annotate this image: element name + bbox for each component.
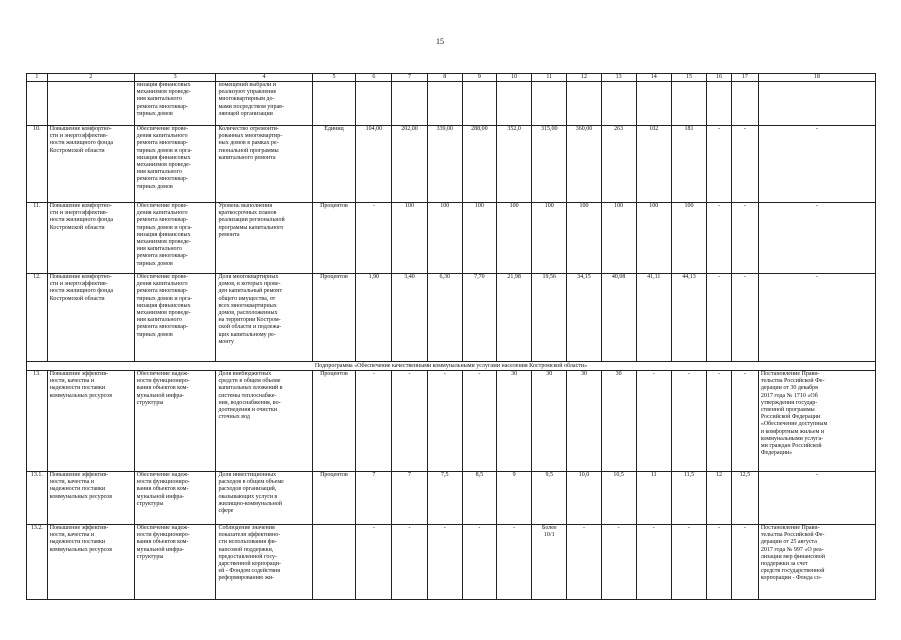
source-cell: - — [758, 203, 875, 274]
indicator-cell: Соблюдение значения показателя эффективно- сти использования фи- нансовой поддержки, предоставленной госу- дарственной корпораци- ей - Фондом содействия реформированию жи- — [216, 525, 312, 600]
value-cell: - — [462, 525, 496, 600]
goal-cell: Повышение эффектив- ности, качества и надежности поставки коммунальных ресурсов — [47, 371, 134, 472]
value-cell: 41,11 — [636, 274, 671, 362]
value-cell: 100 — [567, 203, 601, 274]
row-number: 11. — [27, 203, 48, 274]
column-number-cell: 15 — [671, 74, 706, 82]
value-cell: - — [731, 371, 758, 472]
column-number-cell: 12 — [567, 74, 601, 82]
value-cell: - — [567, 525, 601, 600]
value-cell: - — [707, 274, 732, 362]
value-cell: - — [707, 371, 732, 472]
value-cell: 7 — [392, 472, 427, 525]
source-cell: Постановление Прави- тельства Российской Фе- дерации от 25 августа 2017 года № 997 «О реа- лизации мер финансовой поддержки за счет средств государственной корпорации - Фонда со- — [758, 525, 875, 600]
table-row — [27, 203, 876, 274]
source-cell: - — [758, 472, 875, 525]
task-cell: Обеспечение надеж- ности функциониро- вания объектов ком- мунальной инфра- структуры — [134, 525, 216, 600]
value-cell: 30 — [567, 371, 601, 472]
value-cell: 10,0 — [567, 472, 601, 525]
unit-cell: Единиц — [312, 126, 355, 203]
goal-cell: Повышение комфортно- сти и энергоэффектив- ности жилищного фонда Костромской области — [47, 203, 134, 274]
column-number-cell: 17 — [731, 74, 758, 82]
column-number-row — [27, 74, 876, 82]
empty-cell — [47, 82, 134, 126]
value-cell: 12,5 — [731, 472, 758, 525]
unit-cell: Процентов — [312, 274, 355, 362]
subprogram-title: Подпрограмма «Обеспечение качественными коммунальными услугами населения Костромской области» — [27, 362, 876, 371]
empty-cell — [671, 82, 706, 126]
page-number: 15 — [436, 37, 444, 46]
value-cell: 19,56 — [532, 274, 567, 362]
value-cell: 315,00 — [532, 126, 567, 203]
table-row — [27, 126, 876, 203]
empty-cell — [758, 82, 875, 126]
indicator-cell: Доля внебюджетных средств в общем объеме капитальных вложений в системы теплоснабже- ния, водоснабжения, во- доотведения и очистки сточных вод — [216, 371, 312, 472]
value-cell: 9 — [496, 472, 531, 525]
value-cell: 202,00 — [392, 126, 427, 203]
value-cell: 104,00 — [356, 126, 392, 203]
column-number-cell: 5 — [312, 74, 355, 82]
column-number-cell: 7 — [392, 74, 427, 82]
value-cell: 100 — [427, 203, 462, 274]
empty-cell — [427, 82, 462, 126]
value-cell: 8,5 — [462, 472, 496, 525]
value-cell: - — [392, 525, 427, 600]
empty-cell — [496, 82, 531, 126]
column-number-cell: 3 — [134, 74, 216, 82]
value-cell: 30 — [496, 371, 531, 472]
source-cell: - — [758, 274, 875, 362]
column-number-cell: 16 — [707, 74, 732, 82]
value-cell: 44,13 — [671, 274, 706, 362]
value-cell: 1,90 — [356, 274, 392, 362]
value-cell: 9,5 — [532, 472, 567, 525]
value-cell: 352,0 — [496, 126, 531, 203]
indicator-cell: помещений выбрали и реализуют управление многоквартирным до- мами посредством управ- ляющей организации — [216, 82, 312, 126]
value-cell: 100 — [671, 203, 706, 274]
goal-cell: Повышение эффектив- ности, качества и надежности поставки коммунальных ресурсов — [47, 472, 134, 525]
empty-cell — [567, 82, 601, 126]
column-number-cell: 18 — [758, 74, 875, 82]
empty-cell — [27, 82, 48, 126]
value-cell: - — [462, 371, 496, 472]
goal-cell: Повышение комфортно- сти и энергоэффектив- ности жилищного фонда Костромской области — [47, 274, 134, 362]
value-cell: - — [671, 371, 706, 472]
task-cell: Обеспечение прове- дения капитального ремонта многоквар- тирных домов и орга- низация финансовых механизмов проведе- ния капитального ремонта многоквар- тирных домов — [134, 274, 216, 362]
value-cell: 30 — [601, 371, 636, 472]
value-cell: 181 — [671, 126, 706, 203]
indicator-cell: Доля инвестиционных расходов в общем объеме расходов организаций, оказывающих услуги в жилищно-коммунальной сфере — [216, 472, 312, 525]
value-cell: 100 — [532, 203, 567, 274]
empty-cell — [392, 82, 427, 126]
value-cell: 7 — [356, 472, 392, 525]
indicator-cell: Доля многоквартирных домов, в которых прове- ден капитальный ремонт общего имущества, от всех многоквартирных домов, расположенных на территории Костром- ской области и подлежа- щих капитальному ре- монту — [216, 274, 312, 362]
source-cell: Постановление Прави- тельства Российской Фе- дерации от 30 декабря 2017 года № 1710 «Об утверждении государ- ственной программы Российской Федерации «Обеспечение доступным и комфортным жильем и коммунальными услуга- ми граждан Российской Федерации» — [758, 371, 875, 472]
row-number: 10. — [27, 126, 48, 203]
value-cell: 100 — [636, 203, 671, 274]
table-row — [27, 525, 876, 600]
value-cell: 40,08 — [601, 274, 636, 362]
empty-cell — [356, 82, 392, 126]
column-number-cell: 6 — [356, 74, 392, 82]
column-number-cell: 1 — [27, 74, 48, 82]
value-cell: - — [636, 525, 671, 600]
value-cell: 339,00 — [427, 126, 462, 203]
row-number: 13. — [27, 371, 48, 472]
value-cell: 10,5 — [601, 472, 636, 525]
value-cell: - — [707, 126, 732, 203]
table-row — [27, 371, 876, 472]
value-cell: - — [707, 525, 732, 600]
value-cell: - — [601, 525, 636, 600]
column-number-cell: 9 — [462, 74, 496, 82]
goal-cell: Повышение комфортно- сти и энергоэффектив- ности жилищного фонда Костромской области — [47, 126, 134, 203]
task-cell: Обеспечение прове- дения капитального ремонта многоквар- тирных домов и орга- низация финансовых механизмов проведе- ния капитального ремонта многоквар- тирных домов — [134, 203, 216, 274]
value-cell: - — [427, 525, 462, 600]
unit-cell: Процентов — [312, 472, 355, 525]
value-cell: 34,15 — [567, 274, 601, 362]
value-cell: Более 10/1 — [532, 525, 567, 600]
value-cell: - — [356, 371, 392, 472]
value-cell: 100 — [392, 203, 427, 274]
value-cell: 100 — [496, 203, 531, 274]
value-cell: - — [731, 203, 758, 274]
value-cell: 3,40 — [392, 274, 427, 362]
empty-cell — [731, 82, 758, 126]
task-cell: Обеспечение прове- дения капитального ремонта многоквар- тирных домов и орга- низация финансовых механизмов проведе- ния капитального ремонта многоквар- тирных домов — [134, 126, 216, 203]
value-cell: 288,00 — [462, 126, 496, 203]
unit-cell: Процентов — [312, 371, 355, 472]
table-row — [27, 274, 876, 362]
unit-cell — [312, 525, 355, 600]
value-cell: 11,5 — [671, 472, 706, 525]
value-cell: - — [427, 371, 462, 472]
value-cell: - — [636, 371, 671, 472]
value-cell: 7,70 — [462, 274, 496, 362]
column-number-cell: 2 — [47, 74, 134, 82]
column-number-cell: 13 — [601, 74, 636, 82]
task-cell: Обеспечение надеж- ности функциониро- вания объектов ком- мунальной инфра- структуры — [134, 472, 216, 525]
column-number-cell: 11 — [532, 74, 567, 82]
value-cell: 100 — [462, 203, 496, 274]
unit-cell: Процентов — [312, 203, 355, 274]
row-number: 13.1. — [27, 472, 48, 525]
indicator-cell: Уровень выполнения краткосрочных планов реализации региональной программы капитального ремонта — [216, 203, 312, 274]
value-cell: - — [731, 525, 758, 600]
value-cell: 102 — [636, 126, 671, 203]
value-cell: 263 — [601, 126, 636, 203]
continuation-row — [27, 82, 876, 126]
value-cell: 30 — [532, 371, 567, 472]
value-cell: - — [731, 126, 758, 203]
empty-cell — [462, 82, 496, 126]
value-cell: - — [731, 274, 758, 362]
empty-cell — [636, 82, 671, 126]
subprogram-row — [27, 362, 876, 371]
value-cell: 21,98 — [496, 274, 531, 362]
column-number-cell: 14 — [636, 74, 671, 82]
empty-cell — [312, 82, 355, 126]
source-cell: - — [758, 126, 875, 203]
value-cell: - — [707, 203, 732, 274]
column-number-cell: 4 — [216, 74, 312, 82]
task-cell: низация финансовых механизмов проведе- ния капитального ремонта многоквар- тирных домов — [134, 82, 216, 126]
empty-cell — [601, 82, 636, 126]
value-cell: 360,00 — [567, 126, 601, 203]
empty-cell — [532, 82, 567, 126]
value-cell: 7,5 — [427, 472, 462, 525]
value-cell: 6,30 — [427, 274, 462, 362]
value-cell: - — [392, 371, 427, 472]
value-cell: - — [671, 525, 706, 600]
row-number: 13.2. — [27, 525, 48, 600]
column-number-cell: 8 — [427, 74, 462, 82]
column-number-cell: 10 — [496, 74, 531, 82]
table-row — [27, 472, 876, 525]
indicators-table — [26, 73, 876, 600]
value-cell: - — [356, 525, 392, 600]
value-cell: 12 — [707, 472, 732, 525]
row-number: 12. — [27, 274, 48, 362]
empty-cell — [707, 82, 732, 126]
goal-cell: Повышение эффектив- ности, качества и надежности поставки коммунальных ресурсов — [47, 525, 134, 600]
value-cell: 11 — [636, 472, 671, 525]
value-cell: - — [496, 525, 531, 600]
task-cell: Обеспечение надеж- ности функциониро- вания объектов ком- мунальной инфра- структуры — [134, 371, 216, 472]
value-cell: 100 — [601, 203, 636, 274]
value-cell: - — [356, 203, 392, 274]
indicator-cell: Количество отремонти- рованных многоквартир- ных домов в рамках ре- гиональной программы капитального ремонта — [216, 126, 312, 203]
